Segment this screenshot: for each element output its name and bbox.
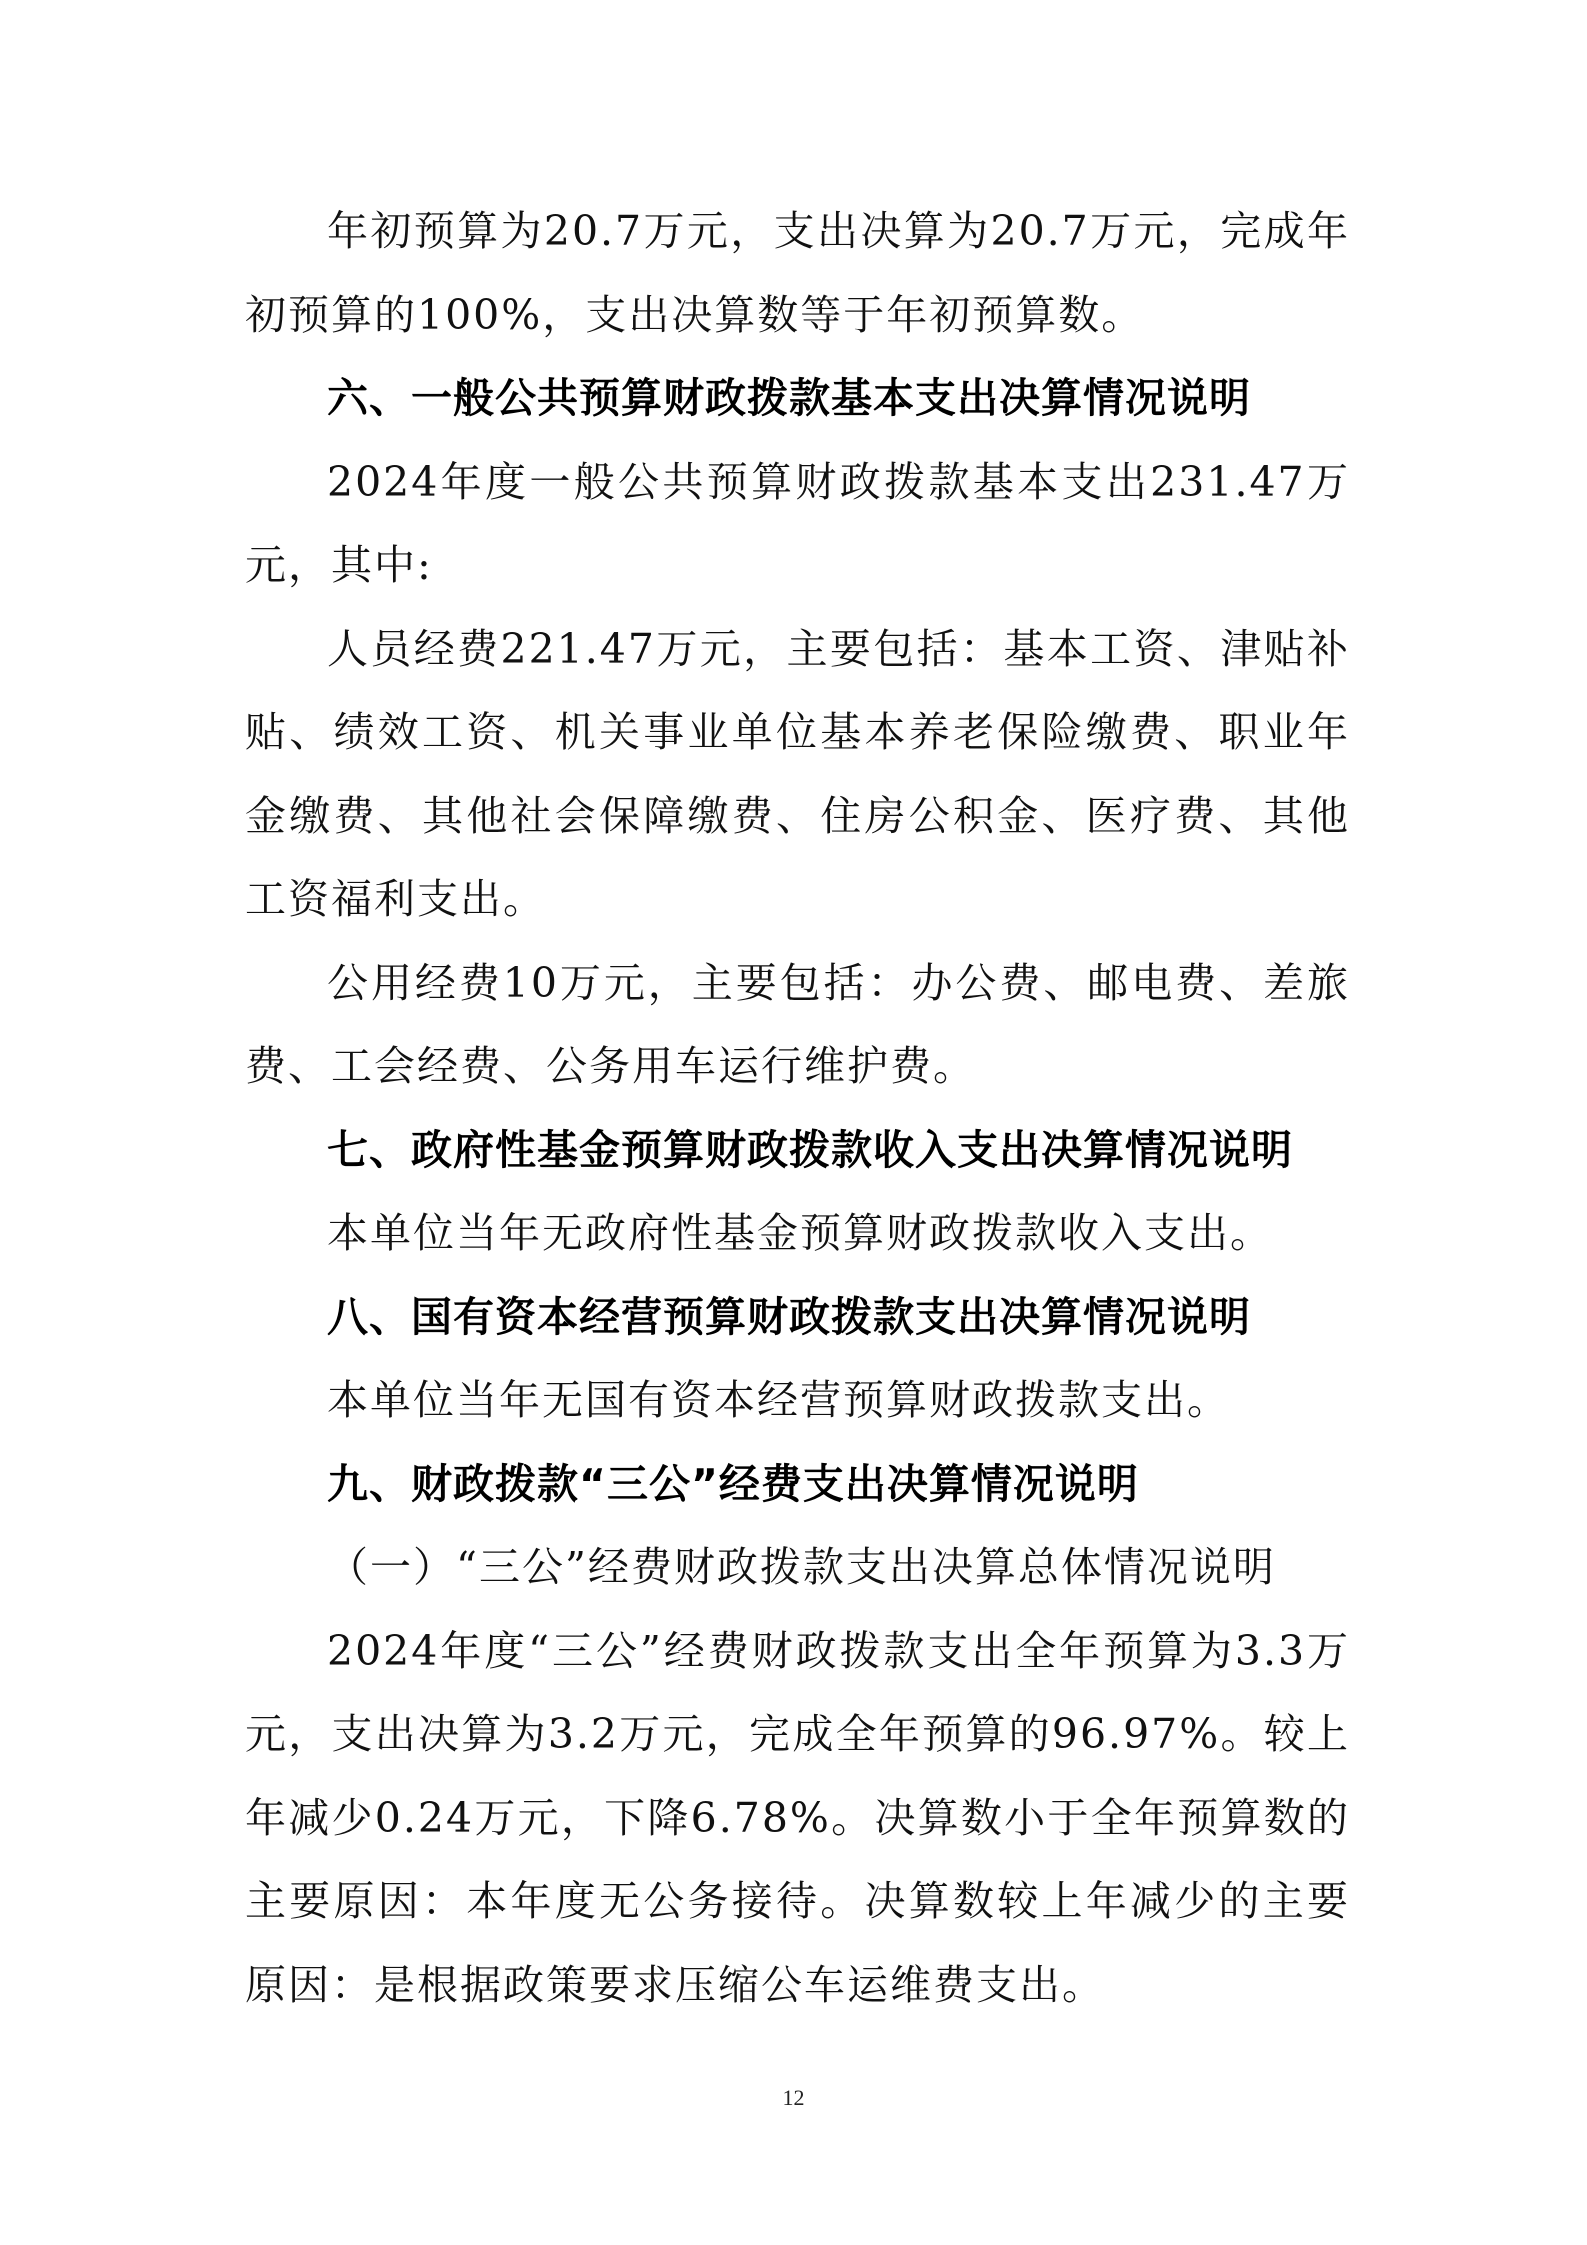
- paragraph-government-fund: 本单位当年无政府性基金预算财政拨款收入支出。: [327, 1209, 1273, 1257]
- paragraph-basic-expenditure: 2024年度一般公共预算财政拨款基本支出231.47万元，其中:: [245, 457, 1350, 589]
- page-number: 12: [782, 2085, 805, 2110]
- paragraph-state-capital: 本单位当年无国有资本经营预算财政拨款支出。: [327, 1376, 1230, 1424]
- section-heading-8: 八、国有资本经营预算财政拨款支出决算情况说明: [327, 1292, 1251, 1341]
- paragraph-public-expenses: 公用经费10万元，主要包括：办公费、邮电费、差旅费、工会经费、公务用车运行维护费。: [245, 958, 1350, 1090]
- paragraph-personnel-expenses: 人员经费221.47万元，主要包括：基本工资、津贴补贴、绩效工资、机关事业单位基本养老保险缴费、职业年金缴费、其他社会保障缴费、住房公积金、医疗费、其他工资福利支出。: [245, 624, 1350, 923]
- subsection-heading-1: （一）“三公”经费财政拨款支出决算总体情况说明: [327, 1543, 1276, 1591]
- section-heading-7: 七、政府性基金预算财政拨款收入支出决算情况说明: [327, 1125, 1293, 1174]
- document-body: [245, 190, 1350, 2027]
- paragraph-three-public-expenses: 2024年度“三公”经费财政拨款支出全年预算为3.3万元，支出决算为3.2万元，完成全年预算的96.97%。较上年减少0.24万元，下降6.78%。决算数小于全年预算数的主要原因：本年度无公务接待。决算数较上年减少的主要原因：是根据政策要求压缩公车运维费支出。: [245, 1626, 1350, 2009]
- section-heading-9: 九、财政拨款“三公”经费支出决算情况说明: [327, 1459, 1139, 1508]
- paragraph-budget-completion: 年初预算为20.7万元，支出决算为20.7万元，完成年初预算的100%，支出决算数等于年初预算数。: [245, 207, 1350, 339]
- section-heading-6: 六、一般公共预算财政拨款基本支出决算情况说明: [327, 374, 1251, 422]
